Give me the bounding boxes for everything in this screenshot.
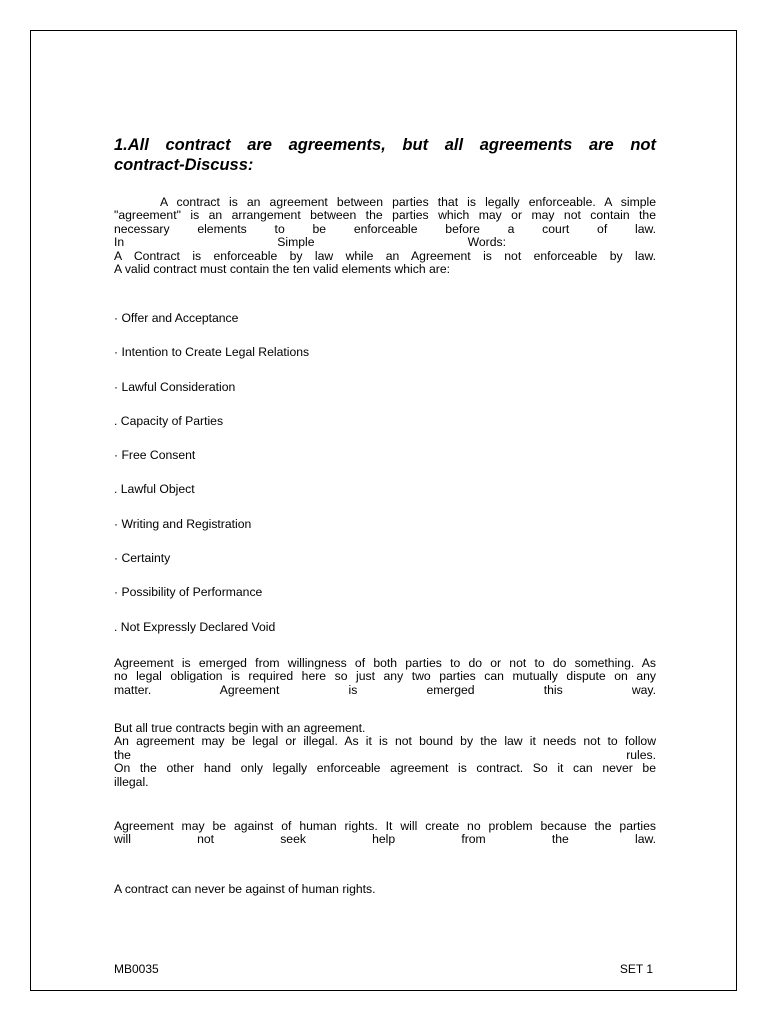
para2-line-2: An agreement may be legal or illegal. As it is not bound by the law it needs not to follow [114,734,656,749]
list-item: · Certainty [114,551,171,566]
footer-set-label: SET 1 [619,962,653,976]
list-item: · Offer and Acceptance [114,311,239,325]
list-item: · Writing and Registration [114,516,252,531]
list-item: . Capacity of Parties [114,413,224,428]
list-item: · Intention to Create Legal Relations [114,345,310,360]
human-rights-paragraph [114,820,656,847]
intro-paragraph [114,196,656,276]
document-page [30,30,737,991]
para1-line-3: matter. Agreement is emerged this way. [114,682,656,697]
agreement-paragraph [114,657,656,697]
list-item: . Not Expressly Declared Void [114,619,276,634]
para2-line-1: But all true contracts begin with an agreement. [114,721,366,735]
para1-line-2: no legal obligation is required here so just any two parties can mutually dispute on any [114,669,656,684]
para4-line-1: A contract can never be against of human rights. [114,882,376,896]
list-item: · Free Consent [114,448,196,463]
closing-paragraph [114,883,656,896]
elements-list [114,312,656,655]
intro-line-2: "agreement" is an arrangement between the parties which may or may not contain the [114,208,656,223]
footer-course-code: MB0035 [114,962,159,976]
list-item: · Lawful Consideration [114,379,236,394]
intro-line-1: A contract is an agreement between parties that is legally enforceable. A simple [160,195,656,209]
intro-line-4: In Simple Words: [114,235,506,250]
contracts-paragraph [114,722,656,789]
page-title [114,135,656,175]
para1-line-1: Agreement is emerged from willingness of both parties to do or not to do something. As [114,656,656,670]
intro-line-5: A Contract is enforceable by law while an Agreement is not enforceable by law. [114,248,656,263]
para2-line-5: illegal. [114,774,149,789]
para2-line-4: On the other hand only legally enforceable agreement is contract. So it can never be [114,761,656,776]
intro-line-6: A valid contract must contain the ten valid elements which are: [114,262,451,277]
intro-line-3: necessary elements to be enforceable before a court of law. [114,221,656,236]
para3-line-1: Agreement may be against of human rights. It will create no problem because the parties [114,819,656,833]
para3-line-2: will not seek help from the law. [114,832,656,847]
heading-line-1: 1.All contract are agreements, but all agreements are not [114,136,656,154]
para2-line-3: the rules. [114,747,656,762]
list-item: · Possibility of Performance [114,585,263,600]
heading-line-2: contract-Discuss: [114,156,254,174]
list-item: . Lawful Object [114,482,195,497]
